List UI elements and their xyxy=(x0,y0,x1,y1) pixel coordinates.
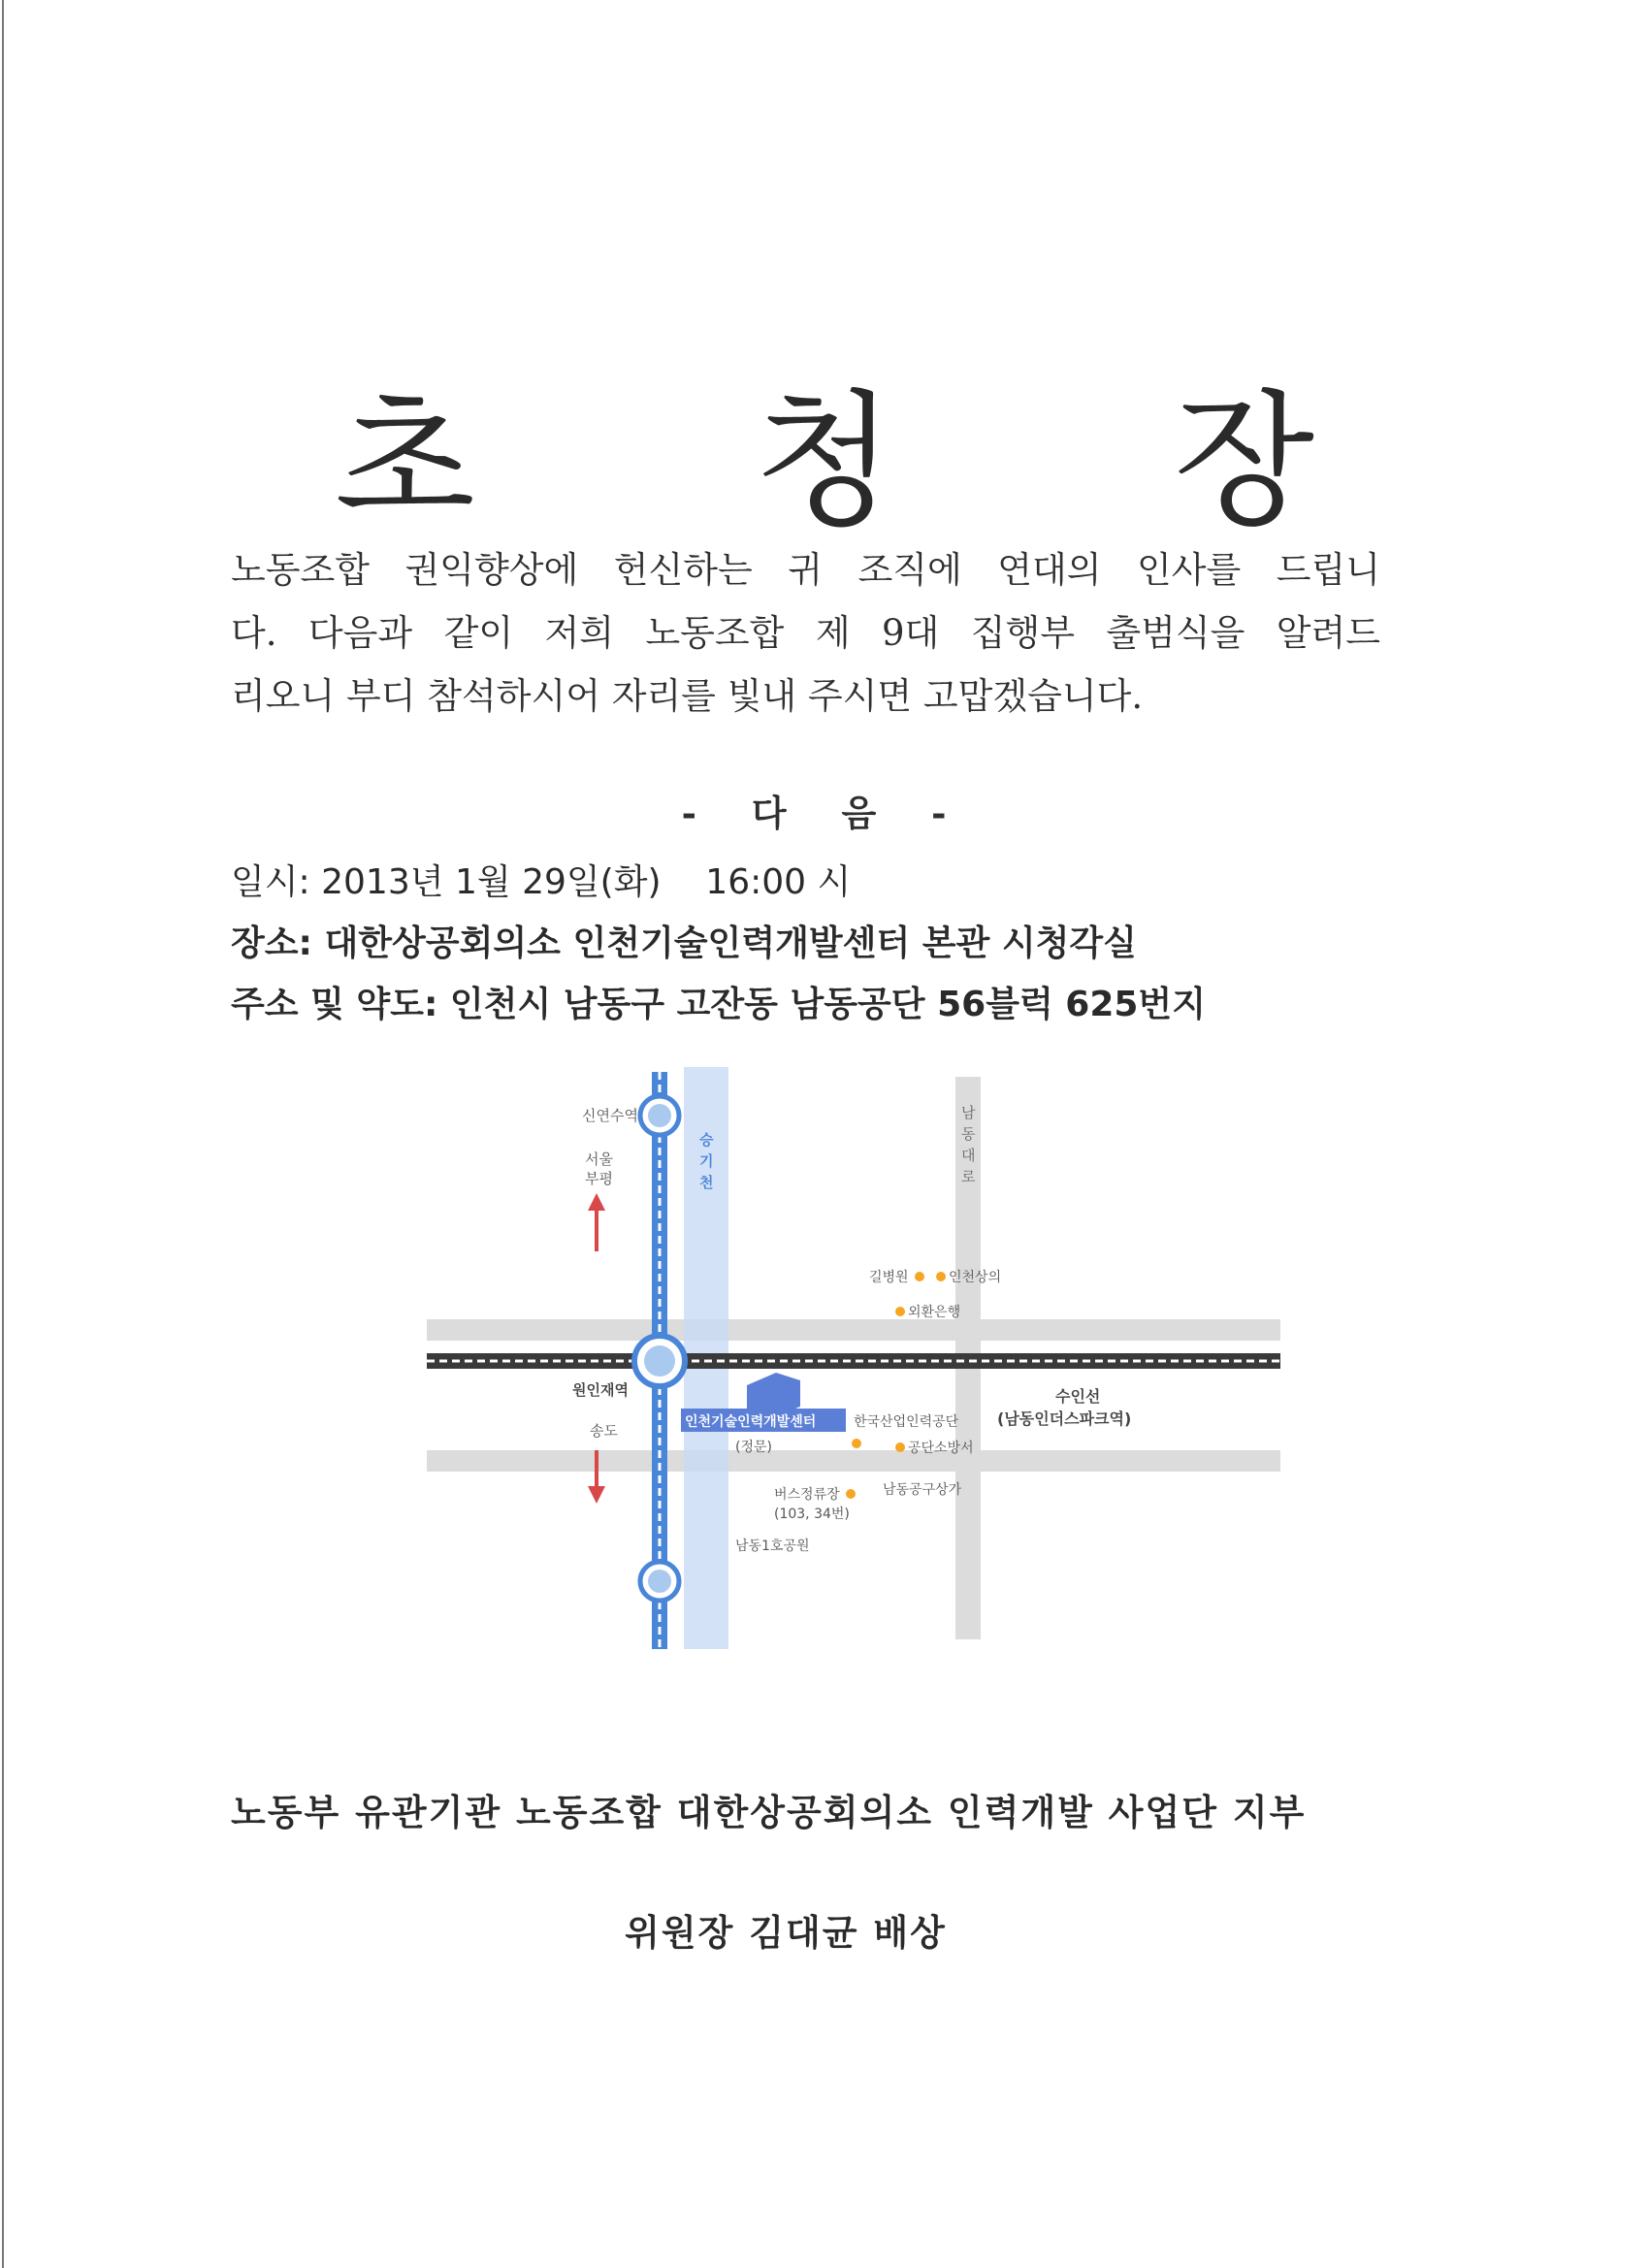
label-road-3: 대 xyxy=(961,1147,976,1164)
label-bus-numbers: (103, 34번) xyxy=(774,1507,850,1522)
label-bus-stop: 버스정류장 xyxy=(774,1487,840,1503)
label-poi-3: 외환은행 xyxy=(908,1305,961,1320)
arrow-down-icon xyxy=(588,1486,605,1504)
poi-dot-5 xyxy=(895,1442,905,1452)
label-road-2: 동 xyxy=(961,1125,976,1143)
event-place: 장소: 대한상공회의소 인천기술인력개발센터 본관 시청각실 xyxy=(231,923,1137,963)
label-poi-6: 남동공구상가 xyxy=(883,1482,962,1498)
label-poi-2: 인천상의 xyxy=(949,1270,1002,1285)
label-road-1: 남 xyxy=(961,1104,976,1121)
station-top-inner xyxy=(648,1104,671,1127)
label-poi-4: 한국산업인력공단 xyxy=(854,1414,959,1430)
event-details xyxy=(231,852,1206,1035)
poi-dot-2 xyxy=(936,1272,946,1281)
label-stream-1: 승 xyxy=(699,1131,714,1149)
intro-line-1: 노동조합 권익향상에 헌신하는 귀 조직에 연대의 인사를 드립니 xyxy=(231,549,1380,591)
road-horizontal-upper xyxy=(427,1319,1280,1341)
organization-name: 노동부 유관기관 노동조합 대한상공회의소 인력개발 사업단 지부 xyxy=(231,1791,1307,1833)
road-horizontal-lower xyxy=(427,1450,1280,1472)
event-datetime: 일시: 2013년 1월 29일(화) 16:00 시 xyxy=(231,862,852,902)
invitation-paragraph xyxy=(231,538,1380,728)
poi-dot-1 xyxy=(915,1272,924,1281)
label-line-name: 수인선 xyxy=(1055,1387,1101,1406)
label-poi-5: 공단소방서 xyxy=(908,1441,974,1456)
intro-line-3: 리오니 부디 참석하시어 자리를 빛내 주시면 고맙겠습니다. xyxy=(231,675,1144,717)
poi-dot-4 xyxy=(852,1439,861,1448)
station-bottom-inner xyxy=(648,1570,671,1593)
arrow-up-icon xyxy=(588,1193,605,1211)
label-dir-down: 송도 xyxy=(590,1422,618,1440)
signature-line: 위원장 김대균 배상 xyxy=(625,1911,947,1954)
label-stream-2: 기 xyxy=(699,1152,714,1170)
label-dir-up-2: 부평 xyxy=(585,1170,613,1187)
label-line-station: (남동인더스파크역) xyxy=(997,1409,1132,1428)
label-poi-1: 길병원 xyxy=(869,1270,909,1285)
intro-line-2: 다. 다음과 같이 저희 노동조합 제 9대 집행부 출범식을 알려드 xyxy=(231,612,1380,654)
label-center: 인천기술인력개발센터 xyxy=(685,1414,817,1430)
label-stream-3: 천 xyxy=(699,1174,714,1191)
label-dir-up-1: 서울 xyxy=(585,1150,613,1168)
page-title: 초 청 장 xyxy=(334,376,1432,546)
label-station-top: 신연수역 xyxy=(582,1107,638,1124)
location-map xyxy=(427,1057,1280,1659)
station-mid-inner xyxy=(644,1345,675,1377)
label-center-gate: (정문) xyxy=(735,1440,772,1455)
label-park: 남동1호공원 xyxy=(735,1539,810,1554)
poi-dot-6 xyxy=(846,1489,856,1499)
label-station-mid: 원인재역 xyxy=(572,1381,629,1399)
poi-dot-3 xyxy=(895,1307,905,1316)
event-address: 주소 및 약도: 인천시 남동구 고잔동 남동공단 56블럭 625번지 xyxy=(231,985,1206,1024)
label-road-4: 로 xyxy=(961,1168,976,1185)
section-heading: - 다 음 - xyxy=(681,792,968,834)
